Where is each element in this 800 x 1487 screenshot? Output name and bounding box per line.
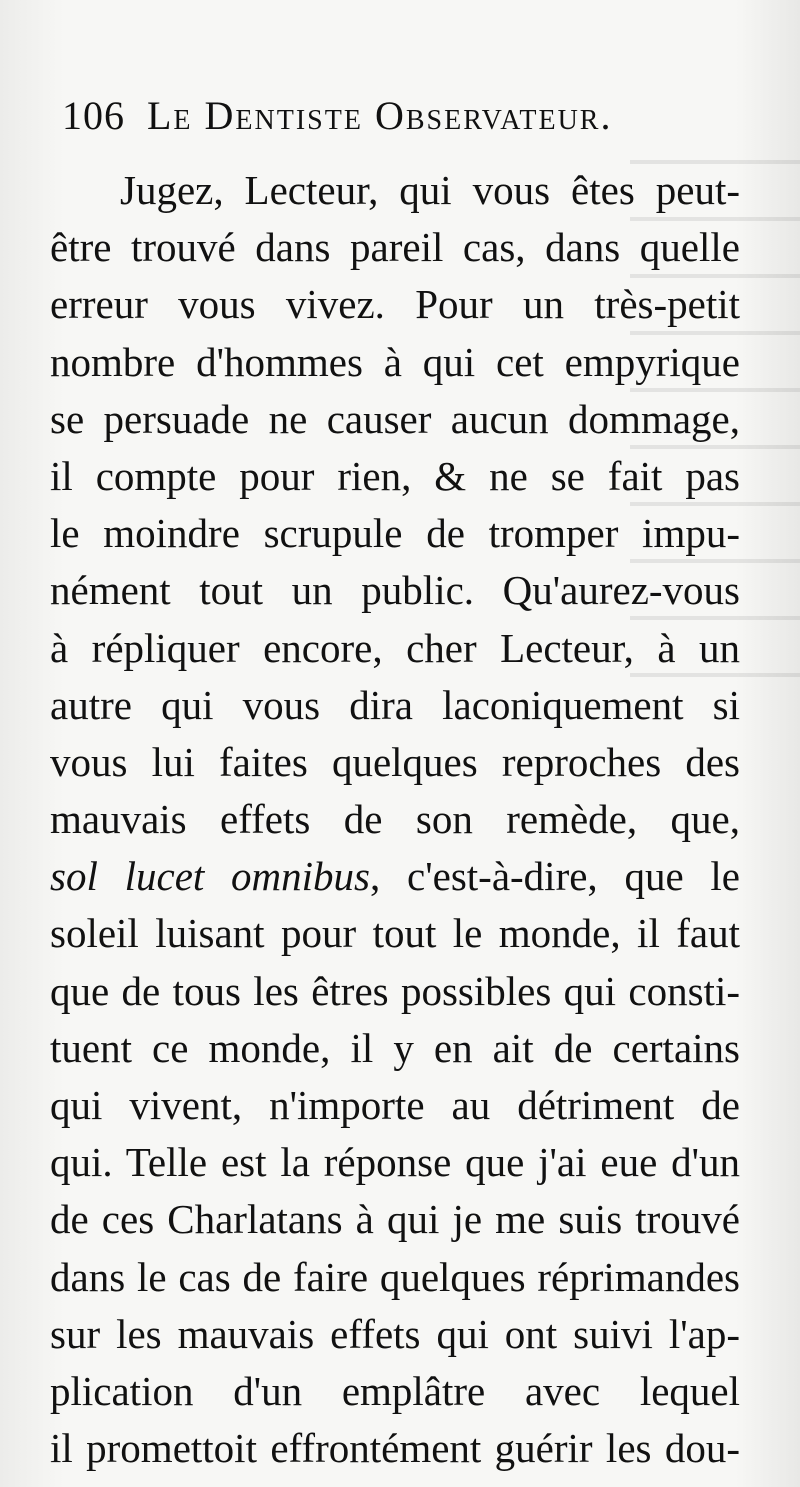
page-header [62, 92, 752, 152]
text-line-21: sur les mauvais effets qui ont suivi l'ap- [50, 1310, 740, 1357]
text-line-4: nombre d'hommes à qui cet empyrique [50, 338, 740, 385]
text-line-14: soleil luisant pour tout le monde, il faut [50, 910, 740, 957]
page-number: 106 [62, 93, 125, 138]
text-line-3: erreur vous vivez. Pour un très-petit [50, 281, 740, 328]
text-line-18: qui. Telle est la réponse que j'ai eue d'un [50, 1139, 740, 1186]
text-line-22: plication d'un emplâtre avec lequel [50, 1367, 740, 1414]
running-head: Le Dentiste Observateur. [147, 93, 613, 138]
latin-phrase: sol lucet omnibus [50, 853, 371, 900]
text-line-8: nément tout un public. Qu'aurez-vous [50, 567, 740, 614]
text-line-12: mauvais effets de son remède, que, [50, 796, 740, 843]
text-line-13-rest: , c'est-à-dire, que le [370, 853, 740, 900]
text-line-19: de ces Charlatans à qui je me suis trouvé [50, 1196, 740, 1243]
text-line-10: autre qui vous dira laconiquement si [50, 681, 740, 728]
text-line-2: être trouvé dans pareil cas, dans quelle [50, 224, 740, 271]
text-line-20: dans le cas de faire quelques réprimandes [50, 1253, 740, 1300]
text-line-23: il promettoit effrontément guérir les dou- [50, 1425, 740, 1472]
text-line-6: il compte pour rien, & ne se fait pas [50, 452, 740, 499]
text-line-15: que de tous les êtres possibles qui consti- [50, 967, 740, 1014]
text-line-1: Jugez, Lecteur, qui vous êtes peut- [120, 167, 740, 213]
text-line-17: qui vivent, n'importe au détriment de [50, 1082, 740, 1128]
text-line-9: à répliquer encore, cher Lecteur, à un [50, 624, 740, 671]
text-line-16: tuent ce monde, il y en ait de certains [50, 1024, 740, 1071]
text-line-7: le moindre scrupule de tromper impu- [50, 510, 740, 557]
text-line-5: se persuade ne causer aucun dommage, [50, 395, 740, 442]
text-line-13 [50, 848, 740, 905]
text-line-11: vous lui faites quelques reproches des [50, 738, 740, 785]
body-text [50, 162, 740, 1477]
